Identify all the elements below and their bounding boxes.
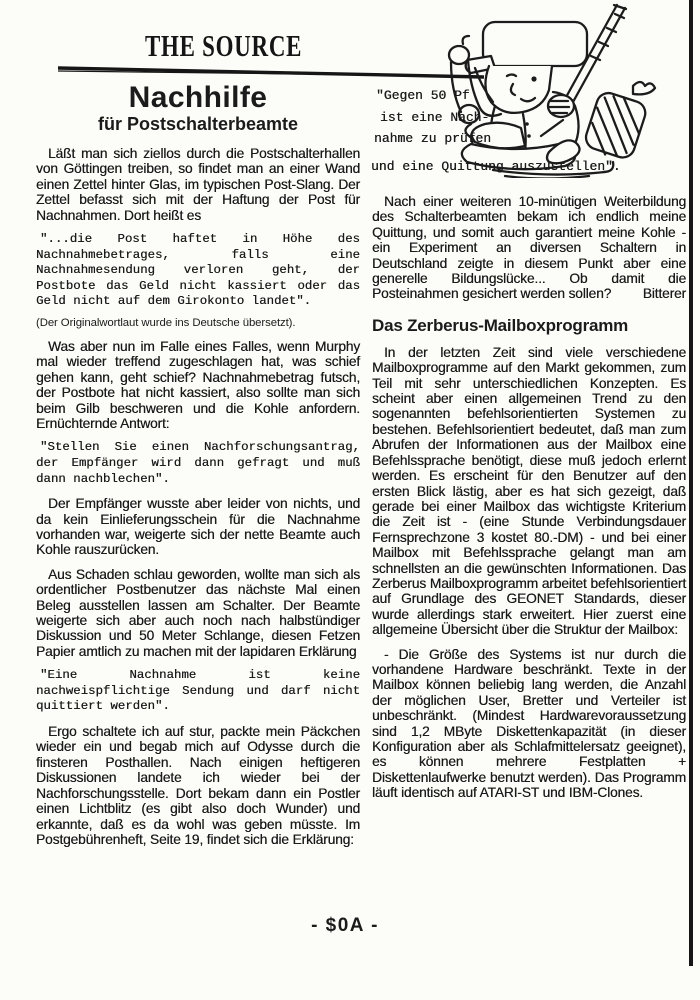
- cartoon-quote-line: "Gegen 50 Pf: [376, 88, 470, 103]
- article1-title: Nachhilfe: [128, 81, 268, 114]
- article1-paragraph: Läßt man sich ziellos durch die Postschalterhallen von Göttingen treiben, so findet man an einer Wand einen Zettel hinter Glas, im typischen Post-Slang. Der Zettel befasst sich mit der Haftung der Post für Nachnahmen. Dort heißt es: [36, 146, 360, 223]
- article2-paragraph: - Die Größe des Systems ist nur durch die vorhandene Hardware beschränkt. Texte in der Mailbox können beliebig lang werden, die Anzahl der möglichen User, Bretter und Verteiler ist unbeschränkt. (Mindest Hardwarevoraussetzung sind 1,2 MByte Diskettenkapazität (in dieser Konfiguration aber als Schlafmittelersatz geeignet), es können mehrere Festplatten + Diskettenlaufwerke benutzt werden). Das Programm läuft identisch auf ATARI-ST und IBM-Clones.: [372, 646, 686, 801]
- article1-paragraph: [372, 194, 686, 302]
- masthead-title: THE SOURCE: [145, 28, 303, 63]
- article2-title: Das Zerberus-Mailboxprogramm: [372, 315, 629, 335]
- page-edge-border: [689, 0, 693, 966]
- left-column: [36, 82, 360, 856]
- article1-paragraph: Ergo schaltete ich auf stur, packte mein Päckchen wieder ein und begab mich auf Odysse durch die finsteren Posthallen. Nach einigen heftigeren Diskussionen landete ich wieder bei der Nachforschungsstelle. Dort bekam dann ein Postler einen Lichtblitz (es gibt also doch Wunder) und erkannte, daß es da wohl was geben müsste. Im Postgebührenheft, Seite 19, findet sich die Erklärung:: [36, 724, 360, 847]
- article1-paragraph: Aus Schaden schlau geworden, wollte man sich als ordentlicher Postbenutzer das nächste Mal einen Beleg ausstellen lassen am Schalter. Der Beamte weigerte sich aber auch noch nach halbstündiger Diskussion und 50 Meter Schlange, diesen Fetzen Papier amtlich zu machen mit der lapidaren Erklärung: [36, 566, 360, 659]
- article1-byline: Bitterer: [642, 286, 686, 302]
- article2-paragraph: In der letzten Zeit sind viele verschiedene Mailboxprogramme auf den Markt gekommen, zum Teil mit sehr unterschiedlichen Konzepten. Es scheint aber einen allgemeinen Trend zu den sogenannten befehlsorientierten Systemen zu bestehen. Befehlsorientiert bedeutet, daß man zum Abrufen der Informationen aus der Mailbox eine Befehlssprache benötigt, diese muß jedoch erlernt werden. Es erscheint für den Benutzer auf den ersten Blick lästig, aber es hat sich gezeigt, daß gerade bei einer Mailbox das wichtigste Kriterium die Zeit ist - (eine Stunde Verbindungsdauer Fernsprechzone 3 kostet 80.-DM) - und bei einer Mailbox mit Befehlssprache gelangt man am schnellsten an die gewünschten Informationen. Das Zerberus Mailboxprogramm arbeitet befehlsorientiert auf Grundlage des GEONET Standards, dieser wurde allerdings stark erweitert. Hier zuerst eine allgemeine Übersicht über die Struktur der Mailbox:: [372, 344, 686, 638]
- article1-typewriter-quote: "Eine Nachnahme ist keine nachweispflichtige Sendung und darf nicht quittiert werden".: [36, 668, 360, 714]
- page-number: - $0A -: [311, 915, 379, 936]
- postman-cartoon-icon: [437, 2, 669, 178]
- cartoon-quote-line: ist eine Nach-: [380, 110, 490, 125]
- article1-typewriter-quote: "Stellen Sie einen Nachforschungsantrag, der Empfänger wird dann gefragt und muß dann nachblechen".: [36, 440, 360, 486]
- article1-paragraph-text: Nach einer weiteren 10-minütigen Weiterbildung des Schalterbeamten bekam ich endlich meine Quittung, und somit auch garantiert meine Kohle - ein Experiment an diversen Schaltern in Deutschland zeigte in diesem Punkt aber eine generelle Bildungslücke... Ob damit die Posteinahmen gesichert werden sollen?: [372, 194, 686, 302]
- cartoon-quote-line: und eine Quittung auszustellen".: [371, 159, 621, 174]
- article1-paragraph: Der Empfänger wusste aber leider von nichts, und da kein Einlieferungsschein für die Nachnahme vorhanden war, weigerte sich der nette Beamte auch Kohle rauszurücken.: [36, 496, 360, 558]
- cartoon-quote-line: nahme zu prüfen: [374, 131, 492, 146]
- article1-translation-note: (Der Originalwortlaut wurde ins Deutsche übersetzt).: [36, 317, 296, 329]
- article1-subtitle: für Postschalterbeamte: [97, 114, 299, 134]
- article1-typewriter-quote: "...die Post haftet in Höhe des Nachnahmebetrages, falls eine Nachnahmesendung verloren geht, der Postbote das Geld nicht kassiert oder das Geld nicht auf dem Girokonto landet".: [36, 232, 360, 309]
- right-column: [372, 194, 686, 810]
- article1-paragraph: Was aber nun im Falle eines Falles, wenn Murphy mal wieder treffend zugeschlagen hat, was schief gehen kann, geht schief? Nachnahmebetrag futsch, der Postbote hat nicht kassiert, also sollte man sich beim Gilb beschweren und die Kohle anfordern. Ernüchternde Antwort:: [36, 339, 360, 432]
